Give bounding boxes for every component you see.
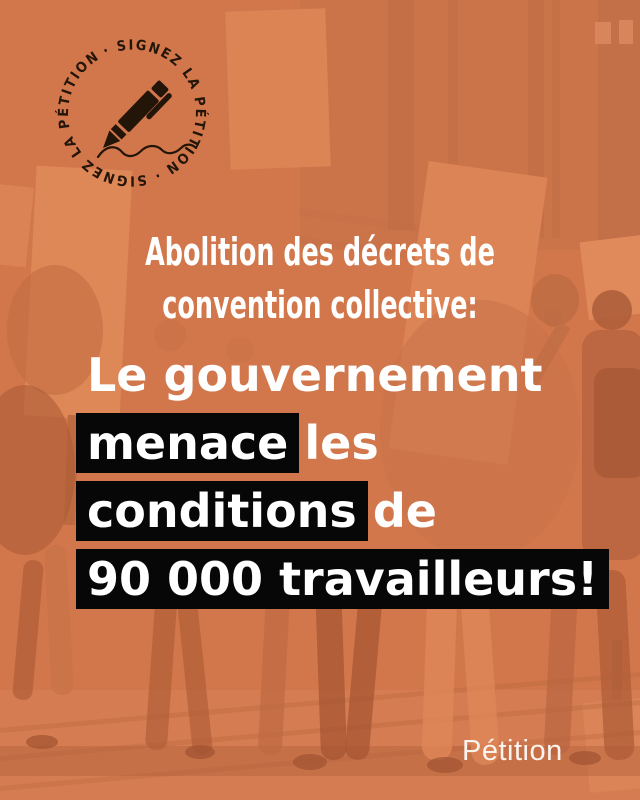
headline-line-4 — [76, 549, 609, 609]
poster-headline — [76, 345, 609, 617]
headline-highlight: menace — [76, 413, 299, 473]
headline-line-3 — [76, 481, 609, 541]
subtitle-line-2: convention collective: — [162, 283, 478, 327]
headline-highlight: conditions — [76, 481, 368, 541]
subtitle-line-1: Abolition des décrets de — [145, 230, 495, 274]
poster-subtitle — [106, 226, 535, 332]
pen-signature-icon — [97, 79, 196, 158]
headline-text: Le gouvernement — [87, 348, 543, 402]
headline-highlight: 90 000 travailleurs! — [76, 549, 609, 609]
petition-stamp-badge — [52, 33, 212, 193]
headline-text: les — [304, 416, 379, 470]
badge-circular-text: · SIGNEZ LA PÉTITION · SIGNEZ LA PÉTITION — [55, 37, 209, 189]
headline-text: de — [372, 484, 437, 538]
headline-line-1 — [76, 345, 609, 405]
footer-petition-label: Pétition — [462, 735, 563, 767]
headline-line-2 — [76, 413, 609, 473]
